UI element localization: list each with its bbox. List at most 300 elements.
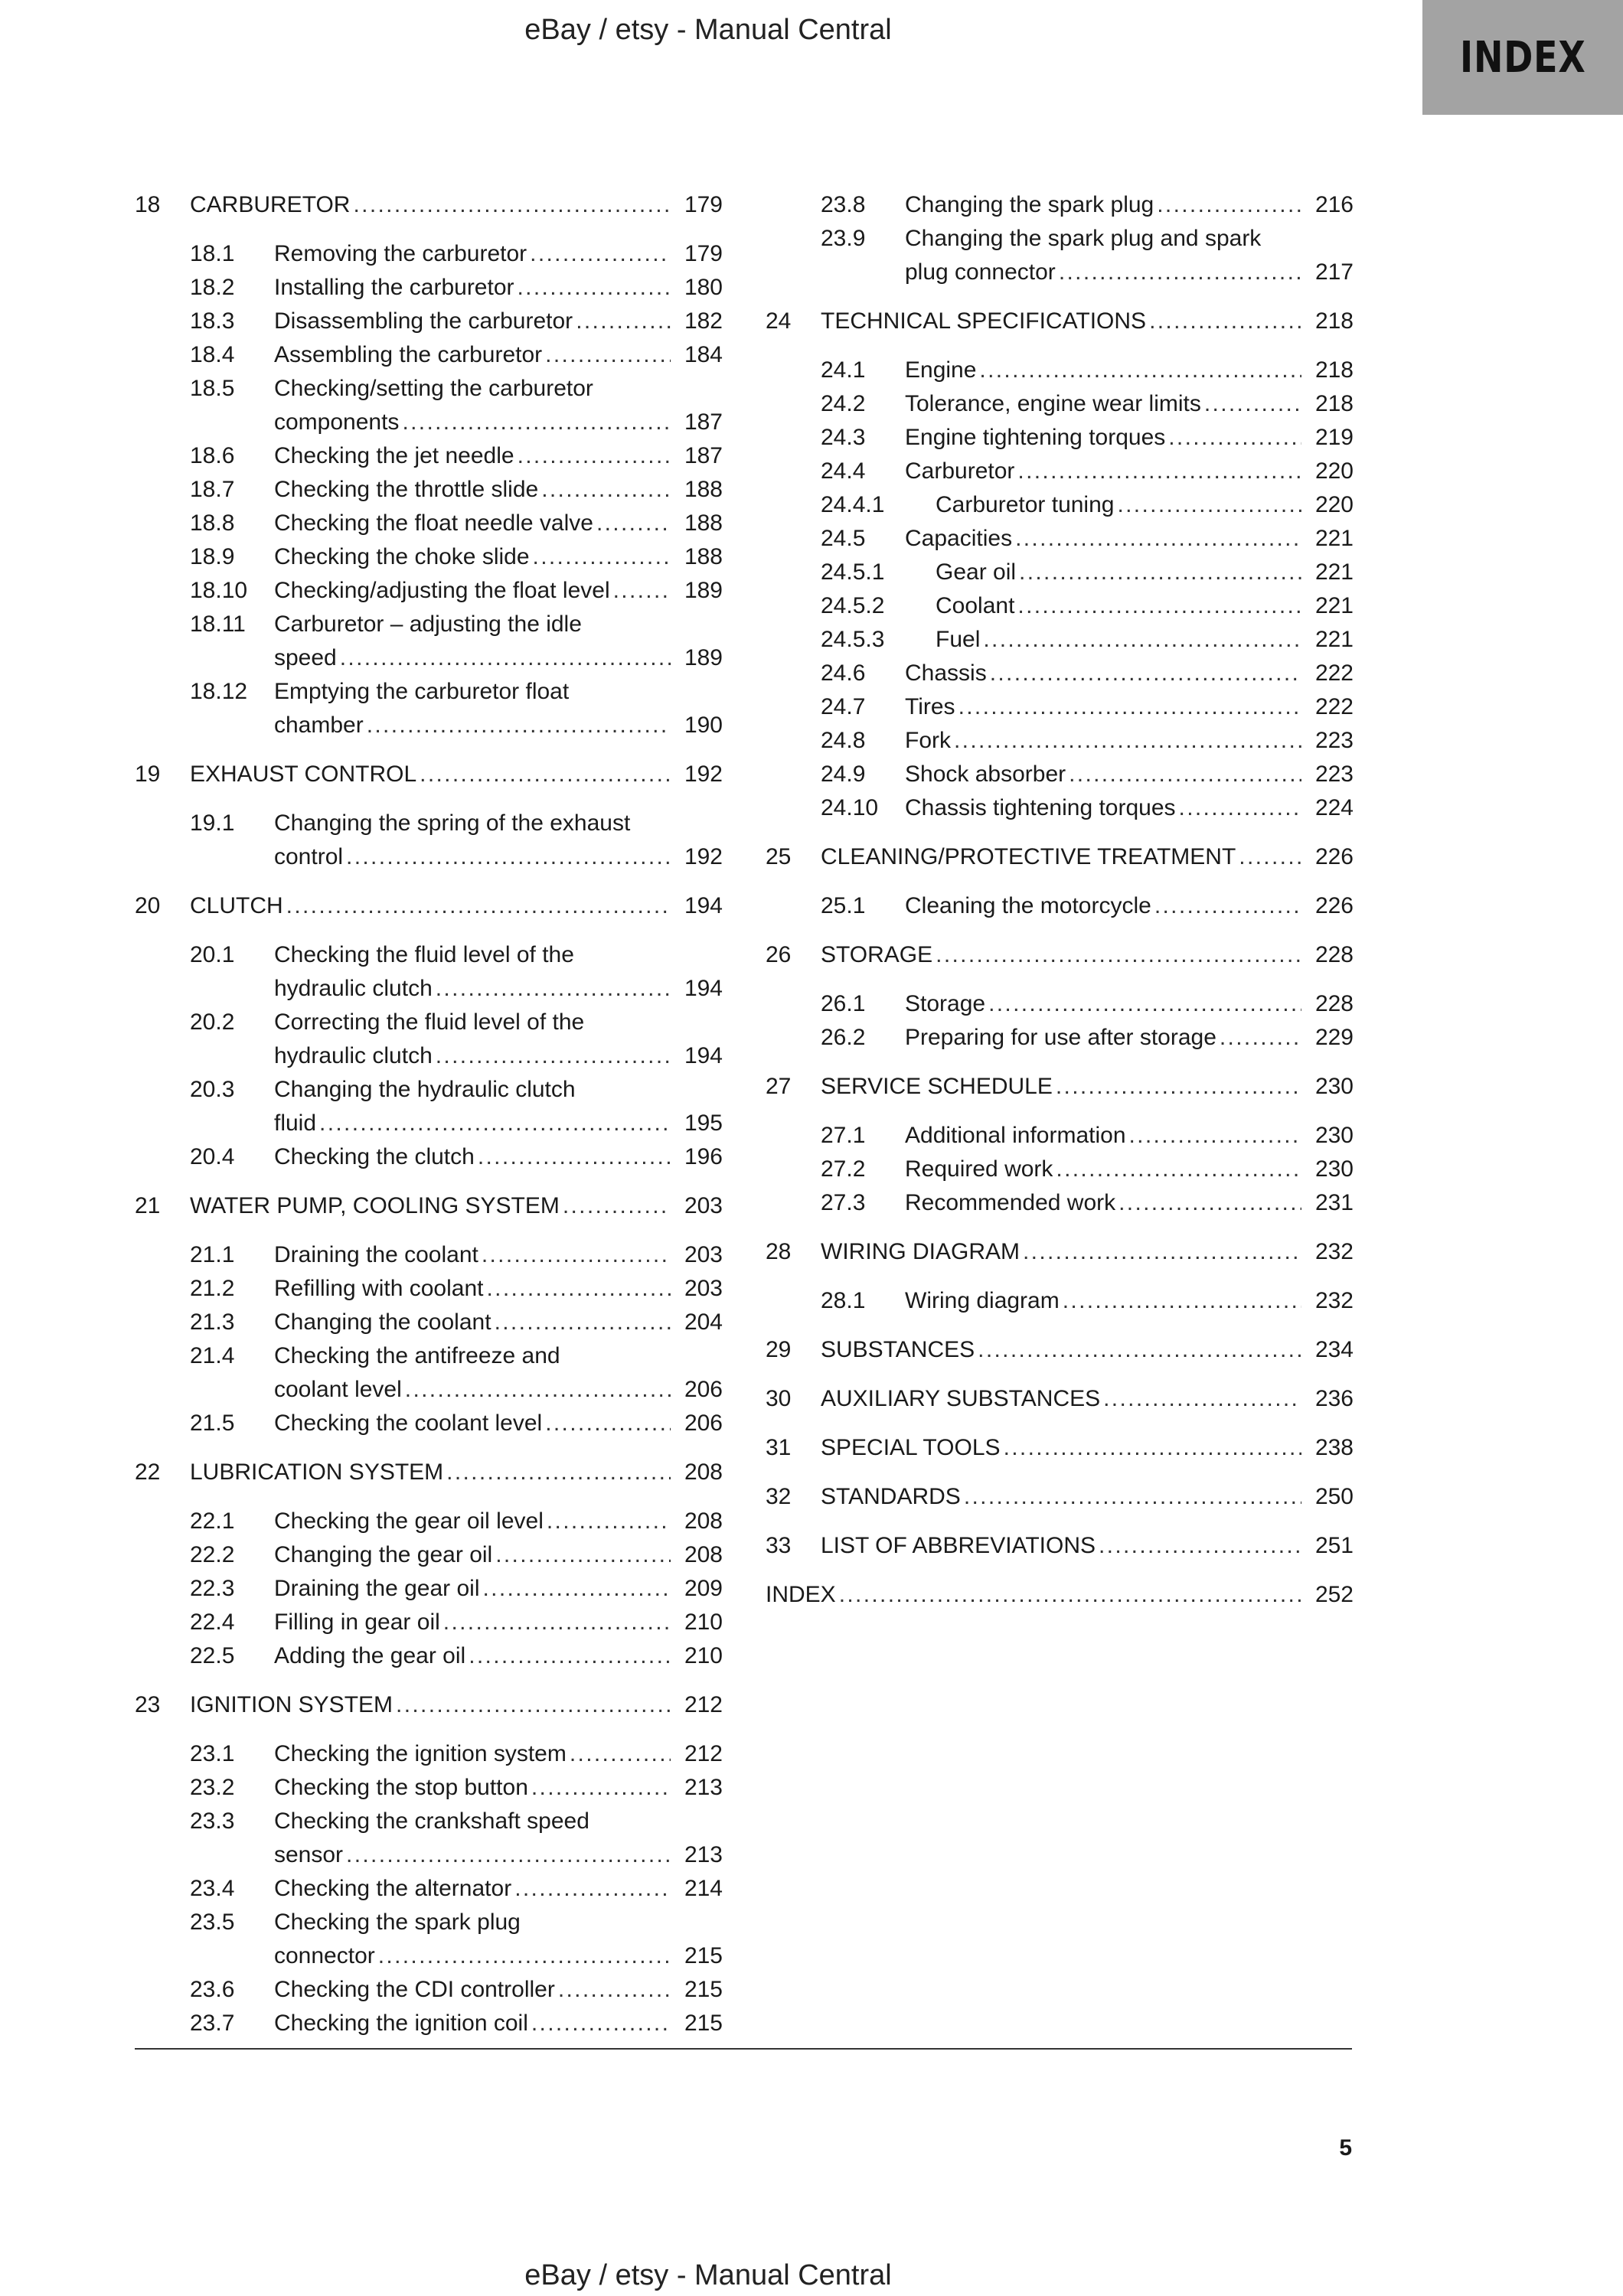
- toc-page-number: 214: [684, 1876, 723, 1901]
- toc-entry-title: INDEX: [766, 1582, 836, 1607]
- toc-section-entry[interactable]: [135, 574, 723, 608]
- toc-entry-number: 24.1: [821, 357, 866, 383]
- toc-page-number: 215: [684, 1943, 723, 1968]
- toc-page-number: 228: [1314, 942, 1354, 967]
- toc-entry-title: Required work: [905, 1156, 1053, 1182]
- toc-entry-title: Fork: [905, 728, 951, 753]
- toc-entry-title: Changing the coolant: [274, 1309, 491, 1335]
- toc-entry-title: CLEANING/PROTECTIVE TREATMENT: [821, 844, 1236, 869]
- toc-page-number: 222: [1314, 660, 1354, 686]
- toc-section-entry[interactable]: [766, 222, 1354, 289]
- dot-leader: [402, 406, 671, 439]
- dot-leader: [954, 724, 1301, 758]
- toc-chapter-entry[interactable]: [766, 1480, 1354, 1514]
- toc-entry-title: Changing the spark plug: [905, 192, 1154, 217]
- toc-section-entry[interactable]: [135, 338, 723, 372]
- toc-entry-title: Checking the ignition system: [274, 1741, 567, 1766]
- toc-entry-title: hydraulic clutch: [274, 976, 433, 1001]
- toc-page-number: 224: [1314, 795, 1354, 820]
- toc-section-entry[interactable]: [135, 1872, 723, 1906]
- toc-page-number: 228: [1314, 991, 1354, 1016]
- dot-leader: [570, 1737, 671, 1771]
- toc-entry-title: Checking the stop button: [274, 1775, 528, 1800]
- toc-entry-title: Checking the coolant level: [274, 1411, 543, 1436]
- dot-leader: [1149, 305, 1301, 338]
- toc-entry-title: Tires: [905, 694, 955, 719]
- toc-entry-title-line: Changing the hydraulic clutch: [274, 1077, 576, 1102]
- toc-chapter-entry[interactable]: [766, 305, 1354, 338]
- toc-page-number: 204: [684, 1309, 723, 1335]
- toc-chapter-entry[interactable]: [766, 1070, 1354, 1104]
- toc-page-number: 218: [1314, 357, 1354, 383]
- toc-entry-title: Changing the gear oil: [274, 1542, 493, 1567]
- toc-section-entry[interactable]: [135, 1572, 723, 1606]
- toc-page-number: 196: [684, 1144, 723, 1169]
- toc-entry-title: Preparing for use after storage: [905, 1025, 1216, 1050]
- toc-entry-title-line: Checking the fluid level of the: [274, 942, 574, 967]
- toc-page-number: 213: [684, 1842, 723, 1867]
- toc-page-number: 188: [684, 510, 723, 536]
- toc-section-entry[interactable]: [135, 1140, 723, 1174]
- toc-entry-title: AUXILIARY SUBSTANCES: [821, 1386, 1101, 1411]
- toc-entry-title: sensor: [274, 1842, 344, 1867]
- toc-section-entry[interactable]: [135, 439, 723, 473]
- toc-entry-number: 24.6: [821, 660, 866, 686]
- toc-page-number: 221: [1314, 526, 1354, 551]
- dot-leader: [1023, 1235, 1301, 1269]
- toc-entry-number: 23.8: [821, 192, 866, 217]
- toc-entry-title: WIRING DIAGRAM: [821, 1239, 1020, 1264]
- toc-entry-title-line: Correcting the fluid level of the: [274, 1009, 585, 1035]
- toc-section-entry[interactable]: [135, 807, 723, 874]
- toc-section-entry[interactable]: [766, 987, 1354, 1021]
- toc-page-number: 230: [1314, 1123, 1354, 1148]
- toc-entry-number: 23: [135, 1692, 161, 1717]
- toc-section-entry[interactable]: [135, 1538, 723, 1572]
- dot-leader: [613, 574, 671, 608]
- toc-entry-title: LIST OF ABBREVIATIONS: [821, 1533, 1096, 1558]
- toc-entry-number: 18.3: [190, 308, 235, 334]
- toc-entry-number: 21.4: [190, 1343, 235, 1368]
- toc-section-entry[interactable]: [135, 2007, 723, 2040]
- toc-entry-number: 28: [766, 1239, 792, 1264]
- toc-section-entry[interactable]: [135, 1407, 723, 1440]
- toc-section-entry[interactable]: [135, 938, 723, 1006]
- toc-page-number: 194: [684, 893, 723, 918]
- toc-section-entry[interactable]: [135, 1639, 723, 1673]
- dot-leader: [378, 1939, 671, 1973]
- dot-leader: [531, 1771, 671, 1805]
- toc-entry-number: 18.6: [190, 443, 235, 468]
- toc-page-number: 220: [1314, 458, 1354, 484]
- toc-entry-title: Checking the throttle slide: [274, 477, 539, 502]
- toc-entry-number: 18.2: [190, 275, 235, 300]
- dot-leader: [1179, 791, 1301, 825]
- toc-entry-number: 33: [766, 1533, 792, 1558]
- toc-page-number: 194: [684, 1043, 723, 1068]
- toc-entry-title: Draining the coolant: [274, 1242, 478, 1267]
- dot-leader: [1239, 840, 1301, 874]
- toc-entry-number: 22.5: [190, 1643, 235, 1668]
- toc-entry-number: 24.5.2: [821, 593, 885, 618]
- toc-section-entry[interactable]: [766, 589, 1354, 623]
- toc-entry-number: 25.1: [821, 893, 866, 918]
- toc-page-number: 208: [684, 1459, 723, 1485]
- toc-entry-number: 19: [135, 762, 161, 787]
- toc-page-number: 206: [684, 1377, 723, 1402]
- toc-entry-title: Checking the gear oil level: [274, 1508, 544, 1534]
- dot-leader: [319, 1107, 671, 1140]
- dot-leader: [1004, 1431, 1301, 1465]
- toc-page-number: 189: [684, 578, 723, 603]
- dot-leader: [1204, 387, 1301, 421]
- toc-entry-number: 26.2: [821, 1025, 866, 1050]
- dot-leader: [576, 305, 671, 338]
- toc-entry-number: 23.1: [190, 1741, 235, 1766]
- toc-section-entry[interactable]: [135, 1505, 723, 1538]
- dot-leader: [964, 1480, 1301, 1514]
- toc-entry-number: 24.2: [821, 391, 866, 416]
- toc-entry-title: Checking the ignition coil: [274, 2011, 528, 2036]
- toc-entry-title: connector: [274, 1943, 375, 1968]
- toc-chapter-entry[interactable]: [766, 1333, 1354, 1367]
- toc-section-entry[interactable]: [766, 188, 1354, 222]
- toc-entry-title: TECHNICAL SPECIFICATIONS: [821, 308, 1147, 334]
- dot-leader: [1168, 421, 1301, 455]
- toc-entry-number: 24.5: [821, 526, 866, 551]
- toc-section-entry[interactable]: [766, 657, 1354, 690]
- toc-section-entry[interactable]: [766, 1119, 1354, 1153]
- dot-leader: [346, 1838, 671, 1872]
- toc-section-entry[interactable]: [135, 675, 723, 742]
- toc-chapter-entry[interactable]: [135, 1456, 723, 1489]
- toc-section-entry[interactable]: [135, 1771, 723, 1805]
- toc-entry-title: Checking/adjusting the float level: [274, 578, 610, 603]
- toc-entry-title: Checking the alternator: [274, 1876, 512, 1901]
- toc-entry-title: coolant level: [274, 1377, 402, 1402]
- toc-chapter-entry[interactable]: [135, 758, 723, 791]
- toc-entry-title: fluid: [274, 1110, 317, 1136]
- toc-page-number: 187: [684, 443, 723, 468]
- toc-section-entry[interactable]: [135, 237, 723, 271]
- toc-entry-title-line: Emptying the carburetor float: [274, 679, 570, 704]
- toc-chapter-entry[interactable]: [135, 1688, 723, 1722]
- toc-entry-number: 24.10: [821, 795, 879, 820]
- toc-entry-title: Cleaning the motorcycle: [905, 893, 1151, 918]
- toc-section-entry[interactable]: [766, 758, 1354, 791]
- toc-section-entry[interactable]: [766, 1021, 1354, 1055]
- toc-page-number: 232: [1314, 1239, 1354, 1264]
- toc-entry-title: STORAGE: [821, 942, 933, 967]
- toc-section-entry[interactable]: [766, 455, 1354, 488]
- toc-entry-title: Installing the carburetor: [274, 275, 514, 300]
- toc-entry-title: Filling in gear oil: [274, 1609, 440, 1635]
- dot-leader: [1069, 758, 1301, 791]
- toc-page-number: 234: [1314, 1337, 1354, 1362]
- toc-entry-number: 20.1: [190, 942, 235, 967]
- dot-leader: [518, 271, 671, 305]
- dot-leader: [1017, 589, 1301, 623]
- toc-entry-number: 24.3: [821, 425, 866, 450]
- dot-leader: [1103, 1382, 1301, 1416]
- dot-leader: [486, 1272, 671, 1306]
- toc-page-number: 226: [1314, 844, 1354, 869]
- dot-leader: [495, 1538, 671, 1572]
- toc-section-entry[interactable]: [135, 1737, 723, 1771]
- toc-entry-number: 24.4: [821, 458, 866, 484]
- dot-leader: [436, 972, 671, 1006]
- toc-section-entry[interactable]: [766, 1284, 1354, 1318]
- toc-page-number: 210: [684, 1643, 723, 1668]
- toc-section-entry[interactable]: [766, 522, 1354, 556]
- toc-section-entry[interactable]: [766, 488, 1354, 522]
- dot-leader: [1019, 556, 1301, 589]
- dot-leader: [340, 641, 671, 675]
- toc-section-entry[interactable]: [766, 354, 1354, 387]
- toc-page-number: 251: [1314, 1533, 1354, 1558]
- toc-chapter-entry[interactable]: [766, 1382, 1354, 1416]
- toc-section-entry[interactable]: [766, 387, 1354, 421]
- toc-page-number: 226: [1314, 893, 1354, 918]
- dot-leader: [596, 507, 671, 540]
- dot-leader: [1015, 522, 1301, 556]
- toc-entry-number: 19.1: [190, 810, 235, 836]
- toc-page-number: 190: [684, 713, 723, 738]
- dot-leader: [483, 1572, 671, 1606]
- toc-section-entry[interactable]: [135, 305, 723, 338]
- toc-page-number: 179: [684, 241, 723, 266]
- toc-entry-title: SERVICE SCHEDULE: [821, 1074, 1053, 1099]
- header-watermark-top: eBay / etsy - Manual Central: [524, 14, 892, 46]
- toc-entry-title: control: [274, 844, 344, 869]
- toc-page-number: 218: [1314, 391, 1354, 416]
- toc-section-entry[interactable]: [135, 372, 723, 439]
- toc-section-entry[interactable]: [766, 623, 1354, 657]
- toc-section-entry[interactable]: [135, 1006, 723, 1073]
- toc-entry-title: Carburetor tuning: [936, 492, 1115, 517]
- dot-leader: [436, 1039, 671, 1073]
- toc-page-number: 208: [684, 1508, 723, 1534]
- toc-entry-title: Storage: [905, 991, 986, 1016]
- toc-section-entry[interactable]: [135, 608, 723, 675]
- dot-leader: [978, 1333, 1301, 1367]
- toc-section-entry[interactable]: [135, 1805, 723, 1872]
- toc-entry-title-line: Checking/setting the carburetor: [274, 376, 593, 401]
- toc-entry-title: Engine tightening torques: [905, 425, 1166, 450]
- toc-page-number: 252: [1314, 1582, 1354, 1607]
- toc-entry-number: 18.12: [190, 679, 248, 704]
- toc-entry-title: WATER PUMP, COOLING SYSTEM: [190, 1193, 560, 1218]
- dot-leader: [518, 439, 671, 473]
- dot-leader: [533, 540, 671, 574]
- dot-leader: [1059, 256, 1301, 289]
- toc-page-number: 219: [1314, 425, 1354, 450]
- toc-right-column: [766, 188, 1354, 1627]
- toc-page-number: 203: [684, 1193, 723, 1218]
- toc-entry-title: IGNITION SYSTEM: [190, 1692, 394, 1717]
- toc-entry-number: 24.7: [821, 694, 866, 719]
- toc-entry-number: 18.5: [190, 376, 235, 401]
- toc-section-entry[interactable]: [766, 1186, 1354, 1220]
- toc-section-entry[interactable]: [766, 791, 1354, 825]
- toc-entry-number: 18.7: [190, 477, 235, 502]
- dot-leader: [396, 1688, 671, 1722]
- toc-section-entry[interactable]: [135, 1339, 723, 1407]
- toc-page-number: 217: [1314, 259, 1354, 285]
- toc-section-entry[interactable]: [766, 556, 1354, 589]
- toc-section-entry[interactable]: [766, 724, 1354, 758]
- toc-entry-number: 18.11: [190, 612, 246, 637]
- toc-page-number: 212: [684, 1692, 723, 1717]
- toc-entry-number: 25: [766, 844, 792, 869]
- toc-entry-title: CARBURETOR: [190, 192, 351, 217]
- dot-leader: [478, 1140, 671, 1174]
- toc-entry-title: SUBSTANCES: [821, 1337, 975, 1362]
- toc-entry-title: Checking the clutch: [274, 1144, 475, 1169]
- toc-section-entry[interactable]: [135, 1238, 723, 1272]
- dot-leader: [558, 1973, 671, 2007]
- toc-page-number: 192: [684, 762, 723, 787]
- toc-page-number: 215: [684, 2011, 723, 2036]
- toc-entry-title: Refilling with coolant: [274, 1276, 484, 1301]
- toc-entry-title: components: [274, 409, 400, 435]
- toc-entry-title: Coolant: [936, 593, 1015, 618]
- toc-section-entry[interactable]: [135, 1073, 723, 1140]
- toc-entry-title: Carburetor: [905, 458, 1015, 484]
- toc-entry-number: 31: [766, 1435, 792, 1460]
- toc-section-entry[interactable]: [135, 1272, 723, 1306]
- toc-page-number: 206: [684, 1411, 723, 1436]
- toc-entry-number: 18.9: [190, 544, 235, 569]
- toc-entry-number: 24.5.3: [821, 627, 885, 652]
- toc-entry-title: Additional information: [905, 1123, 1126, 1148]
- toc-chapter-entry[interactable]: [135, 889, 723, 923]
- dot-leader: [353, 188, 671, 222]
- dot-leader: [1063, 1284, 1301, 1318]
- toc-page-number: 215: [684, 1977, 723, 2002]
- toc-chapter-entry[interactable]: [766, 1431, 1354, 1465]
- toc-entry-title: Checking the CDI controller: [274, 1977, 555, 2002]
- toc-page-number: 222: [1314, 694, 1354, 719]
- toc-entry-title: SPECIAL TOOLS: [821, 1435, 1001, 1460]
- dot-leader: [405, 1373, 671, 1407]
- toc-section-entry[interactable]: [135, 1306, 723, 1339]
- toc-entry-title-line: Carburetor – adjusting the idle: [274, 612, 582, 637]
- dot-leader: [547, 1505, 671, 1538]
- toc-entry-number: 30: [766, 1386, 792, 1411]
- toc-entry-number: 27.3: [821, 1190, 866, 1215]
- toc-chapter-entry[interactable]: [766, 1235, 1354, 1269]
- toc-section-entry[interactable]: [135, 1606, 723, 1639]
- dot-leader: [936, 938, 1301, 972]
- toc-chapter-entry[interactable]: [766, 1529, 1354, 1563]
- toc-entry-title: Capacities: [905, 526, 1013, 551]
- toc-chapter-entry[interactable]: [766, 840, 1354, 874]
- index-tab-label: INDEX: [1459, 32, 1586, 83]
- toc-section-entry[interactable]: [135, 1973, 723, 2007]
- toc-entry-title-line: Checking the antifreeze and: [274, 1343, 560, 1368]
- toc-section-entry[interactable]: [766, 1153, 1354, 1186]
- toc-section-entry[interactable]: [135, 540, 723, 574]
- toc-section-entry[interactable]: [135, 1906, 723, 1973]
- toc-page-number: 231: [1314, 1190, 1354, 1215]
- toc-page-number: 212: [684, 1741, 723, 1766]
- toc-page-number: 189: [684, 645, 723, 670]
- dot-leader: [983, 623, 1301, 657]
- toc-page-number: 192: [684, 844, 723, 869]
- toc-entry-number: 18.4: [190, 342, 235, 367]
- toc-entry-title: Disassembling the carburetor: [274, 308, 573, 334]
- toc-entry-number: 21.1: [190, 1242, 235, 1267]
- toc-entry-title: speed: [274, 645, 337, 670]
- toc-entry-number: 24.5.1: [821, 559, 885, 585]
- toc-page-number: 221: [1314, 559, 1354, 585]
- toc-page-number: 223: [1314, 762, 1354, 787]
- dot-leader: [1157, 188, 1301, 222]
- toc-page-number: 195: [684, 1110, 723, 1136]
- toc-entry-number: 27: [766, 1074, 792, 1099]
- toc-entry-number: 24.9: [821, 762, 866, 787]
- toc-page-number: 223: [1314, 728, 1354, 753]
- toc-entry-title: Tolerance, engine wear limits: [905, 391, 1201, 416]
- toc-chapter-entry[interactable]: [766, 1578, 1354, 1612]
- dot-leader: [286, 889, 671, 923]
- toc-entry-title: Recommended work: [905, 1190, 1116, 1215]
- toc-section-entry[interactable]: [766, 889, 1354, 923]
- toc-page-number: 230: [1314, 1074, 1354, 1099]
- dot-leader: [1099, 1529, 1301, 1563]
- dot-leader: [979, 354, 1301, 387]
- toc-section-entry[interactable]: [766, 421, 1354, 455]
- toc-page-number: 236: [1314, 1386, 1354, 1411]
- dot-leader: [531, 2007, 671, 2040]
- dot-leader: [988, 987, 1301, 1021]
- toc-entry-title: Shock absorber: [905, 762, 1066, 787]
- toc-entry-number: 21.3: [190, 1309, 235, 1335]
- toc-entry-number: 28.1: [821, 1288, 866, 1313]
- toc-page-number: 188: [684, 477, 723, 502]
- toc-entry-title: STANDARDS: [821, 1484, 961, 1509]
- toc-entry-number: 22.2: [190, 1542, 235, 1567]
- dot-leader: [469, 1639, 671, 1673]
- dot-leader: [1154, 889, 1301, 923]
- toc-page-number: 208: [684, 1542, 723, 1567]
- toc-entry-title: Engine: [905, 357, 977, 383]
- toc-page-number: 216: [1314, 192, 1354, 217]
- toc-entry-number: 18: [135, 192, 161, 217]
- toc-entry-title: LUBRICATION SYSTEM: [190, 1459, 444, 1485]
- toc-entry-title: Checking the choke slide: [274, 544, 530, 569]
- toc-section-entry[interactable]: [766, 690, 1354, 724]
- toc-entry-number: 20.4: [190, 1144, 235, 1169]
- toc-section-entry[interactable]: [135, 507, 723, 540]
- toc-entry-number: 23.9: [821, 226, 866, 251]
- toc-section-entry[interactable]: [135, 473, 723, 507]
- toc-chapter-entry[interactable]: [135, 188, 723, 222]
- dot-leader: [1017, 455, 1301, 488]
- toc-page-number: 218: [1314, 308, 1354, 334]
- toc-entry-title-line: Changing the spark plug and spark: [905, 226, 1262, 251]
- toc-entry-number: 18.8: [190, 510, 235, 536]
- toc-entry-number: 22.3: [190, 1576, 235, 1601]
- toc-page-number: 180: [684, 275, 723, 300]
- toc-section-entry[interactable]: [135, 271, 723, 305]
- dot-leader: [1118, 1186, 1301, 1220]
- dot-leader: [1056, 1070, 1301, 1104]
- toc-chapter-entry[interactable]: [135, 1189, 723, 1223]
- toc-page-number: 221: [1314, 593, 1354, 618]
- toc-chapter-entry[interactable]: [766, 938, 1354, 972]
